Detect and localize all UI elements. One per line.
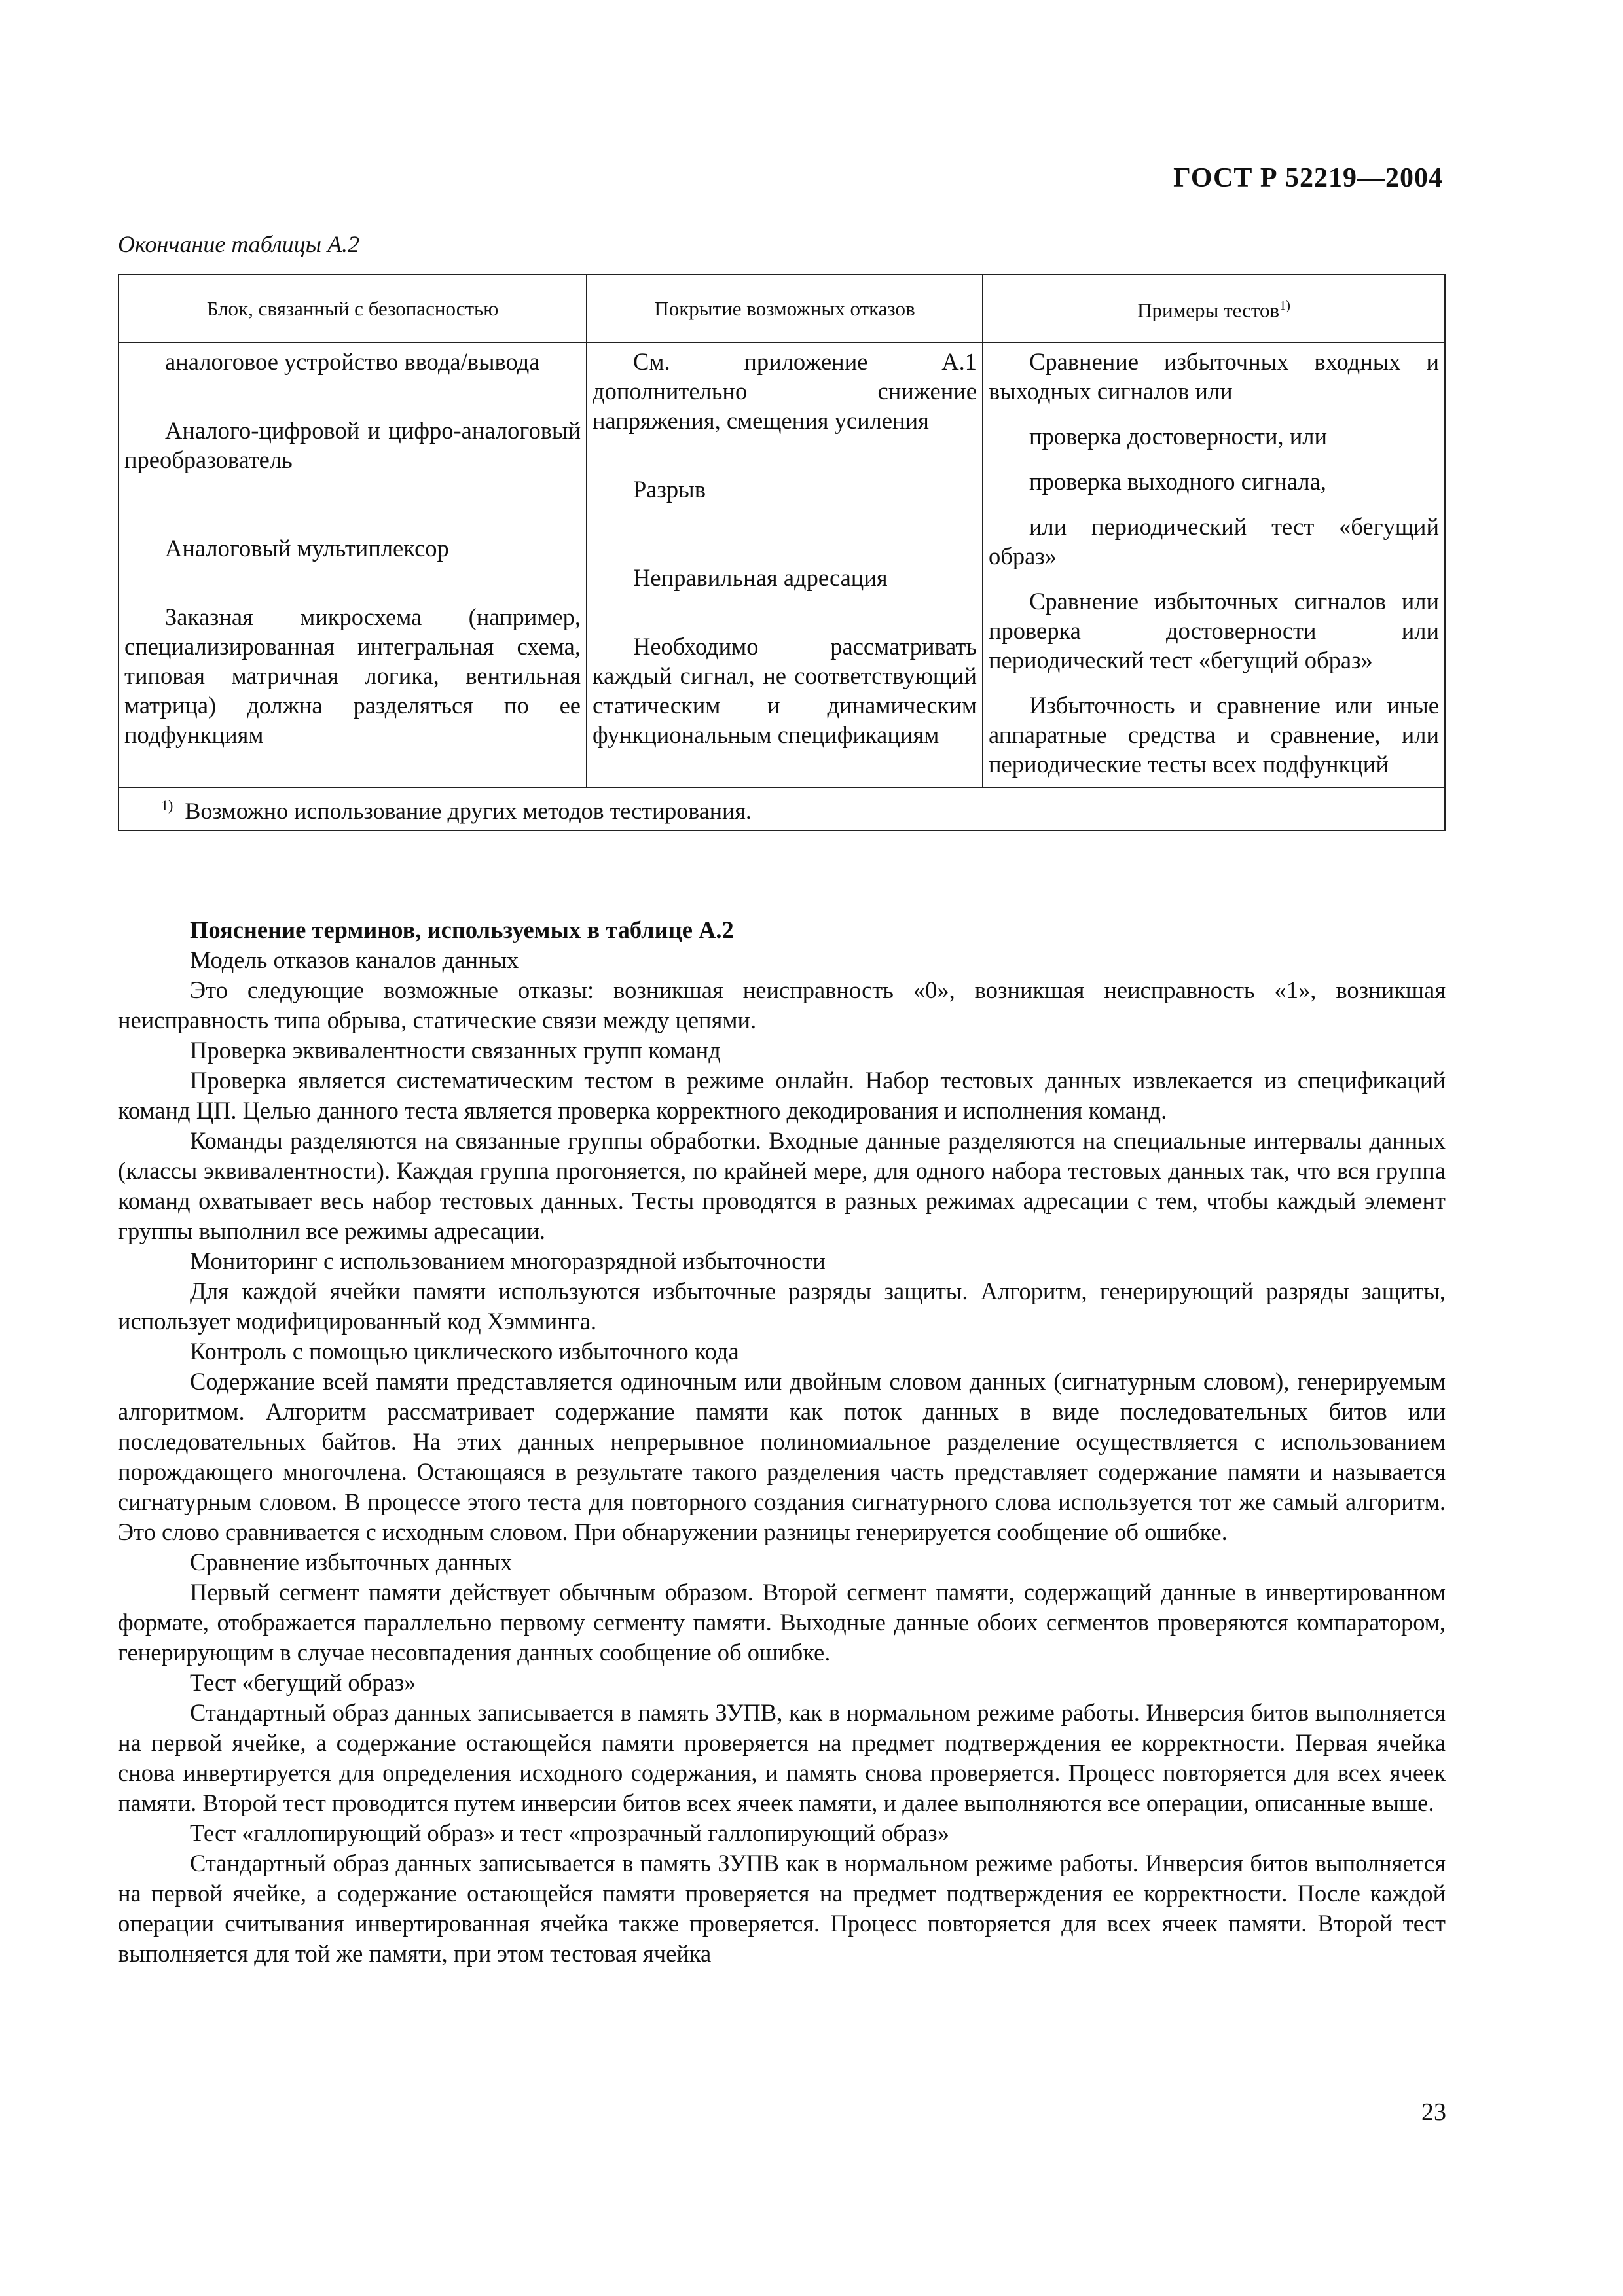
term-title: Сравнение избыточных данных xyxy=(190,1549,513,1575)
paragraph: Это следующие возможные отказы: возникшая неисправность «0», возникшая неисправность «1», возникшая неисправность типа обрыва, статические связи между цепями. xyxy=(118,977,1446,1033)
paragraph: Содержание всей памяти представляется одиночным или двойным словом данных (сигнатурным словом), генерируемым алгоритмом. Алгоритм рассматривает содержание памяти как поток данных в виде последовательных битов или последовательных байтов. На этих данных непрерывное полиномиальное разделение осуществляется с использованием порождающего многочлена. Остающаяся в результате такого разделения часть представляет содержание памяти и называется сигнатурным словом. В процессе этого теста для повторного создания сигнатурного слова используется тот же самый алгоритм. Это слово сравнивается с исходным словом. При обнаружении разницы генерируется сообщение об ошибке. xyxy=(118,1368,1446,1545)
examples-text: проверка достоверности, или xyxy=(1029,423,1328,450)
examples-text: или периодический тест «бегущий образ» xyxy=(989,513,1439,569)
terms-explanation xyxy=(118,915,1446,1969)
term-title: Мониторинг с использованием многоразрядной избыточности xyxy=(190,1247,826,1274)
table-row xyxy=(119,342,1445,787)
page-number: 23 xyxy=(1421,2098,1446,2126)
table-a2 xyxy=(118,274,1446,831)
examples-text: проверка выходного сигнала, xyxy=(1029,468,1326,495)
coverage-cell xyxy=(587,342,983,787)
table-footnote-row xyxy=(119,787,1445,831)
examples-text: Сравнение избыточных входных и выходных сигналов или xyxy=(989,348,1439,404)
table-footnote xyxy=(119,787,1445,831)
examples-text: Избыточность и сравнение или иные аппаратные средства и сравнение, или периодические тесты всех подфункций xyxy=(989,692,1439,778)
table-caption: Окончание таблицы А.2 xyxy=(118,231,360,257)
examples-cell xyxy=(983,342,1445,787)
paragraph: Стандартный образ данных записывается в память ЗУПВ, как в нормальном режиме работы. Инверсия битов выполняется на первой ячейке, а содержание остающейся памяти проверяется на предмет подтверждения ее корректности. Первая ячейка снова инвертируется для определения исходного содержания, и память снова проверяется. Процесс повторяется для всех ячеек памяти. Второй тест проводится путем инверсии битов всех ячеек памяти, и далее выполняются все операции, описанные выше. xyxy=(118,1699,1446,1816)
header-examples xyxy=(983,274,1445,342)
term-title: Контроль с помощью циклического избыточного кода xyxy=(190,1338,739,1365)
header-block xyxy=(119,274,587,342)
paragraph: Проверка является систематическим тестом в режиме онлайн. Набор тестовых данных извлекается из спецификаций команд ЦП. Целью данного теста является проверка корректного декодирования и исполнения команд. xyxy=(118,1067,1446,1124)
header-coverage-label: Покрытие возможных отказов xyxy=(654,296,915,320)
block-text: Аналоговый мультиплексор xyxy=(165,535,449,562)
term-title: Тест «бегущий образ» xyxy=(190,1669,416,1696)
coverage-text: Неправильная адресация xyxy=(633,564,888,591)
examples-text: Сравнение избыточных сигналов или проверка достоверности или периодический тест «бегущий образ» xyxy=(989,588,1439,673)
section-heading: Пояснение терминов, используемых в таблице А.2 xyxy=(190,916,734,943)
coverage-text: Необходимо рассматривать каждый сигнал, не соответствующий статическим и динамическим функциональным спецификациям xyxy=(593,633,977,748)
table-header-row xyxy=(119,274,1445,342)
block-text: Аналого-цифровой и цифро-аналоговый преобразователь xyxy=(124,417,581,473)
term-title: Модель отказов каналов данных xyxy=(190,946,519,973)
footnote-text: Возможно использование других методов тестирования. xyxy=(185,798,752,824)
coverage-text: См. приложение А.1 дополнительно снижение напряжения, смещения усиления xyxy=(593,348,977,434)
block-text: аналоговое устройство ввода/вывода xyxy=(165,348,540,375)
term-title: Тест «галлопирующий образ» и тест «прозрачный галлопирующий образ» xyxy=(190,1820,949,1846)
header-coverage xyxy=(587,274,983,342)
paragraph: Первый сегмент памяти действует обычным образом. Второй сегмент памяти, содержащий данные в инвертированном формате, отображается параллельно первому сегменту памяти. Выходные данные обоих сегментов проверяются компаратором, генерирующим в случае несовпадения данных сообщение об ошибке. xyxy=(118,1579,1446,1666)
document-code: ГОСТ Р 52219—2004 xyxy=(1173,163,1443,193)
term-title: Проверка эквивалентности связанных групп команд xyxy=(190,1037,721,1064)
header-footnote-mark: 1) xyxy=(1279,298,1290,314)
footnote-mark: 1) xyxy=(161,797,173,814)
paragraph: Стандартный образ данных записывается в память ЗУПВ как в нормальном режиме работы. Инверсия битов выполняется на первой ячейке, а содержание остающейся памяти проверяется на предмет подтверждения ее корректности. После каждой операции считывания инвертированная ячейка также проверяется. Процесс повторяется для всех ячеек памяти. Второй тест выполняется для той же памяти, при этом тестовая ячейка xyxy=(118,1850,1446,1967)
header-block-label: Блок, связанный с безопасностью xyxy=(206,296,499,320)
block-cell xyxy=(119,342,587,787)
coverage-text: Разрыв xyxy=(633,476,706,503)
block-text: Заказная микросхема (например, специализированная интегральная схема, типовая матричная логика, вентильная матрица) должна разделяться по ее подфункциям xyxy=(124,603,581,748)
header-examples-label: Примеры тестов xyxy=(1137,298,1280,322)
paragraph: Для каждой ячейки памяти используются избыточные разряды защиты. Алгоритм, генерирующий разряды защиты, использует модифицированный код Хэмминга. xyxy=(118,1278,1446,1335)
paragraph: Команды разделяются на связанные группы обработки. Входные данные разделяются на специальные интервалы данных (классы эквивалентности). Каждая группа прогоняется, по крайней мере, для одного набора тестовых данных так, что вся группа команд охватывает весь набор тестовых данных. Тесты проводятся в разных режимах адресации с тем, чтобы каждый элемент группы выполнил все режимы адресации. xyxy=(118,1127,1446,1244)
